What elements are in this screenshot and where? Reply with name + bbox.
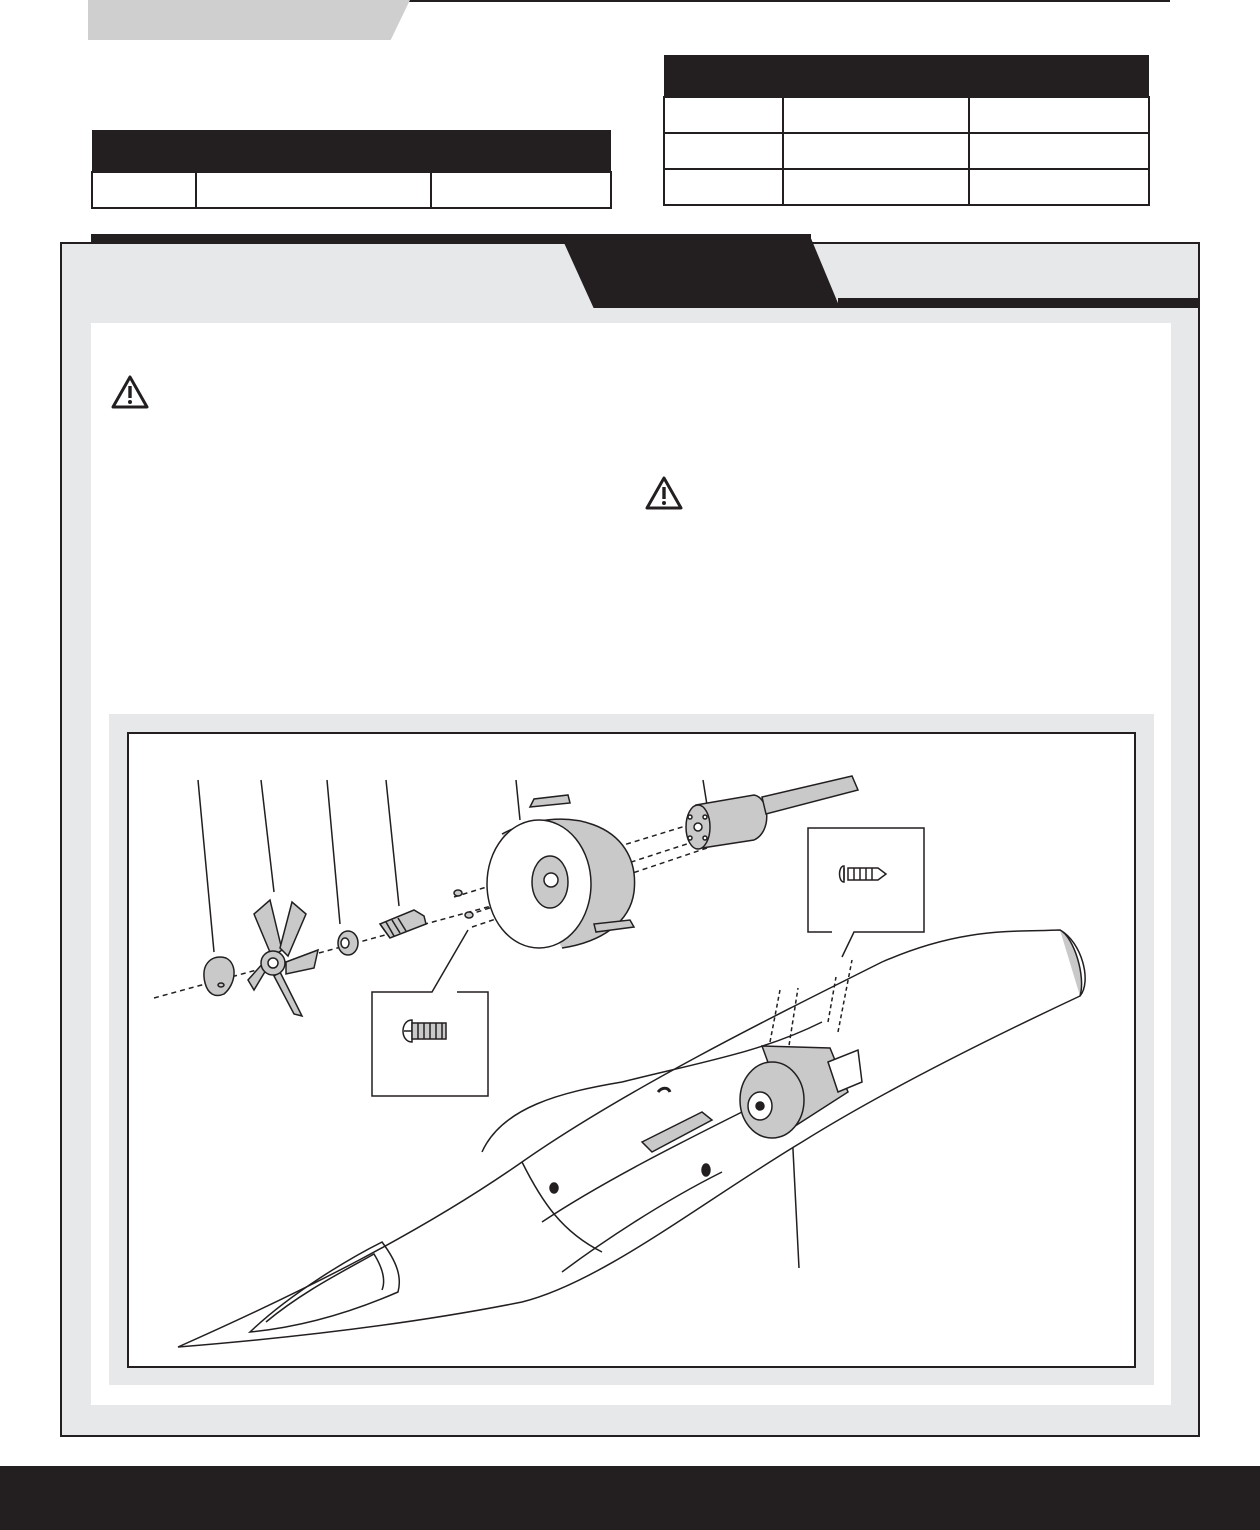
spec-table-left xyxy=(91,130,612,209)
leader-line xyxy=(327,780,340,924)
motor-wires xyxy=(762,776,858,814)
exploded-diagram xyxy=(129,734,1134,1366)
leader-line xyxy=(386,780,399,906)
washer xyxy=(338,931,358,955)
table-header xyxy=(664,55,1149,97)
spec-table-right xyxy=(663,55,1150,206)
screw-callout-left xyxy=(372,930,488,1096)
table-row xyxy=(664,133,1149,169)
header-tab xyxy=(88,0,410,40)
leader-line xyxy=(516,780,520,820)
prop-adapter xyxy=(380,910,426,938)
screw-callout-right xyxy=(808,828,924,957)
leader-line xyxy=(792,1130,799,1268)
table-header xyxy=(92,130,611,172)
fuselage xyxy=(178,930,1085,1347)
table-row xyxy=(92,172,611,208)
screw xyxy=(465,912,473,918)
table-row xyxy=(664,169,1149,205)
spinner xyxy=(204,957,234,996)
screw xyxy=(454,890,462,896)
leader-line xyxy=(198,780,214,952)
leader-line xyxy=(261,780,274,892)
section-rule xyxy=(838,298,1200,308)
fan-rotor xyxy=(248,900,318,1016)
footer-bar xyxy=(0,1466,1260,1530)
warning-triangle-icon xyxy=(644,475,684,511)
warning-triangle-icon xyxy=(110,374,150,410)
figure-motor-install xyxy=(127,732,1136,1368)
table-row xyxy=(664,97,1149,133)
section-tab xyxy=(560,234,840,308)
leader-line xyxy=(703,780,707,805)
fan-housing xyxy=(487,795,635,948)
